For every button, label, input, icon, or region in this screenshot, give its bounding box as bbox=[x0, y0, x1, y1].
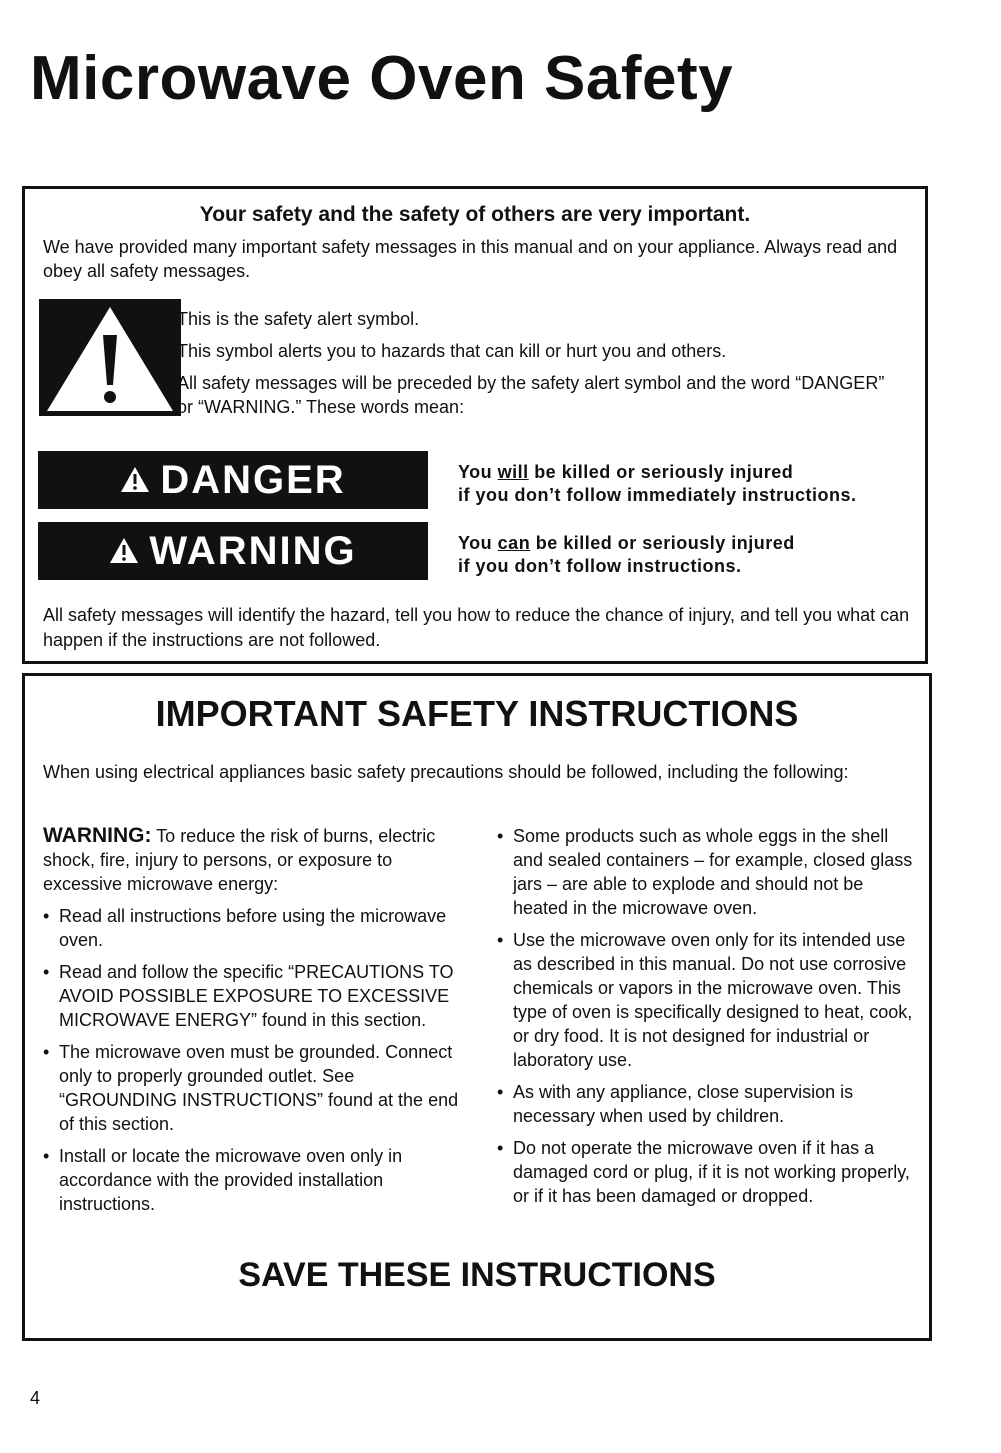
instructions-right-column bbox=[497, 824, 917, 1208]
list-item: • Do not operate the microwave oven if it has a damaged cord or plug, if it is not working properly, or if it has been damaged or dropped. bbox=[497, 1138, 910, 1206]
alert-line: This is the safety alert symbol. bbox=[177, 309, 420, 329]
instructions-intro: When using electrical appliances basic safety precautions should be followed, including the following: bbox=[43, 762, 849, 782]
alert-symbol-explanation bbox=[177, 307, 897, 427]
warning-triangle-icon bbox=[120, 458, 150, 503]
warning-statement-label: WARNING: bbox=[43, 824, 152, 847]
danger-label: DANGER bbox=[160, 457, 346, 502]
warning-label: WARNING bbox=[149, 528, 357, 573]
list-item: • Install or locate the microwave oven only in accordance with the provided installation instructions. bbox=[43, 1146, 403, 1214]
warning-desc-emphasis: can bbox=[497, 533, 531, 553]
list-item: • The microwave oven must be grounded. Connect only to properly grounded outlet. See “GROUNDING INSTRUCTIONS” found at the end of this section. bbox=[43, 1042, 459, 1134]
save-instructions-heading: SAVE THESE INSTRUCTIONS bbox=[238, 1256, 716, 1294]
warning-signal-bar bbox=[38, 522, 428, 580]
danger-description bbox=[458, 461, 918, 507]
important-safety-instructions-box bbox=[22, 673, 932, 1341]
alert-line: This symbol alerts you to hazards that can kill or hurt you and others. bbox=[177, 341, 727, 361]
warning-description bbox=[458, 532, 918, 578]
warning-statement bbox=[43, 824, 473, 896]
danger-desc-end: be killed or seriously injured bbox=[528, 462, 794, 482]
safety-notice-footer: All safety messages will identify the hazard, tell you how to reduce the chance of injury, and tell you what can happen if the instructions are not followed. bbox=[43, 605, 910, 650]
alert-line: All safety messages will be preceded by the safety alert symbol and the word “DANGER” or “WARNING.” These words mean: bbox=[177, 373, 885, 417]
instructions-left-column bbox=[43, 824, 473, 1216]
warning-desc-line2: if you don’t follow instructions. bbox=[458, 556, 742, 576]
safety-notice-intro: We have provided many important safety messages in this manual and on your appliance. Always read and obey all safety messages. bbox=[43, 237, 898, 281]
list-item: • Read all instructions before using the microwave oven. bbox=[43, 906, 447, 950]
warning-triangle-icon bbox=[109, 529, 139, 574]
list-item: • As with any appliance, close supervision is necessary when used by children. bbox=[497, 1082, 854, 1126]
safety-alert-symbol-icon bbox=[39, 299, 181, 416]
list-item: • Use the microwave oven only for its intended use as described in this manual. Do not use corrosive chemicals or vapors in the microwave oven. This type of oven is specifically designed to heat, cook, or dry food. It is not designed for industrial or laboratory use. bbox=[497, 930, 913, 1070]
page-number: 4 bbox=[30, 1388, 41, 1408]
warning-desc-start: You bbox=[458, 533, 498, 553]
warning-statement-text: To reduce the risk of burns, electric shock, fire, injury to persons, or exposure to excessive microwave energy: bbox=[43, 826, 436, 894]
danger-desc-line2: if you don’t follow immediately instructions. bbox=[458, 485, 857, 505]
instructions-heading: IMPORTANT SAFETY INSTRUCTIONS bbox=[155, 693, 799, 734]
safety-notice-heading: Your safety and the safety of others are very important. bbox=[199, 203, 751, 226]
list-item: • Read and follow the specific “PRECAUTIONS TO AVOID POSSIBLE EXPOSURE TO EXCESSIVE MICROWAVE ENERGY” found in this section. bbox=[43, 962, 454, 1030]
warning-desc-end: be killed or seriously injured bbox=[530, 533, 795, 553]
danger-desc-start: You bbox=[458, 462, 498, 482]
danger-desc-emphasis: will bbox=[497, 462, 529, 482]
page-title: Microwave Oven Safety bbox=[30, 44, 734, 113]
danger-signal-bar bbox=[38, 451, 428, 509]
list-item: • Some products such as whole eggs in the shell and sealed containers – for example, closed glass jars – are able to explode and should not be heated in the microwave oven. bbox=[497, 826, 913, 918]
safety-notice-box bbox=[22, 186, 928, 664]
